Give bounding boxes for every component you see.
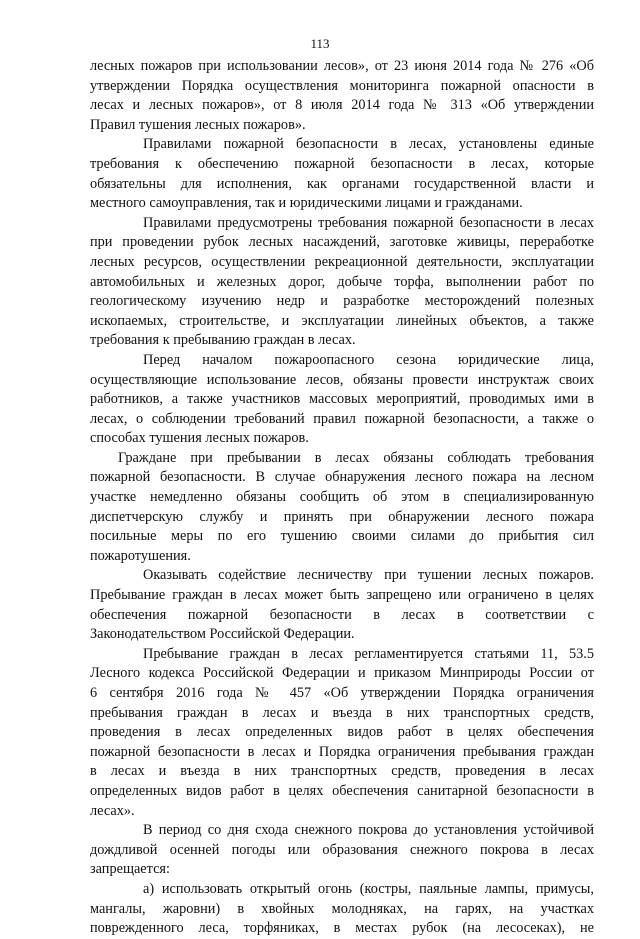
text-line: Лесного кодекса Российской Федерации и приказом Минприроды России от xyxy=(90,665,594,682)
text-line: лесных ресурсов, осуществлении рекреационной деятельности, эксплуатации xyxy=(90,253,594,270)
text-line: Правил тушения лесных пожаров». xyxy=(90,116,306,133)
text-line: пожаротушения. xyxy=(90,547,191,564)
text-line: запрещается: xyxy=(90,861,170,878)
text-line: пожарной безопасности в лесах и Порядка ограничения пребывания граждан xyxy=(90,743,594,760)
text-line: работников, а также участников массовых мероприятий, проводимых ими в xyxy=(90,391,594,408)
text-line: Законодательством Российской Федерации. xyxy=(90,626,355,643)
text-line: автомобильных и железных дорог, добыче торфа, выполнении работ по xyxy=(90,273,594,290)
text-line: определенных видов работ в целях обеспечения санитарной безопасности в xyxy=(90,782,594,799)
text-line: обязательны для исполнения, как органами государственной власти и xyxy=(90,175,594,192)
text-line: Перед началом пожароопасного сезона юридические лица, xyxy=(143,351,594,368)
text-line: посильные меры по его тушению своими силами до прибытия сил xyxy=(90,528,594,545)
text-line: проведения в лесах определенных видов работ в целях обеспечения xyxy=(90,724,594,741)
text-line: диспетчерскую службу и принять при обнаружении лесного пожара xyxy=(90,508,594,525)
text-line: Правилами пожарной безопасности в лесах, установлены единые xyxy=(143,136,594,153)
text-line: в лесах и въезда в них транспортных средств, проведения в лесах xyxy=(90,763,594,780)
text-line: В период со дня схода снежного покрова до установления устойчивой xyxy=(143,822,594,839)
text-line: при проведении рубок лесных насаждений, заготовке живицы, переработке xyxy=(90,234,594,251)
page-number: 113 xyxy=(310,36,330,51)
text-line: Оказывать содействие лесничеству при тушении лесных пожаров. xyxy=(143,567,594,584)
text-line: пожарной безопасности. В случае обнаружения лесного пожара на лесном xyxy=(90,469,594,486)
text-line: лесных пожаров при использовании лесов», от 23 июня 2014 года № 276 «Об xyxy=(90,58,594,74)
text-line: пребывания граждан в лесах и въезда в них транспортных средств, xyxy=(90,704,594,721)
text-line: обеспечения пожарной безопасности в лесах в соответствии с xyxy=(90,606,594,623)
text-line: лесах». xyxy=(90,802,135,819)
text-line: участке немедленно обязаны сообщить об этом в специализированную xyxy=(90,489,594,506)
text-line: геологическому изучению недр и разработке месторождений полезных xyxy=(90,293,594,310)
text-line: а) использовать открытый огонь (костры, паяльные лампы, примусы, xyxy=(143,880,594,897)
text-line: поврежденного леса, торфяниках, в местах рубок (на лесосеках), не xyxy=(90,920,594,937)
text-line: ископаемых, строительстве, и эксплуатации линейных объектов, а также xyxy=(90,312,594,329)
text-line: способах тушения лесных пожаров. xyxy=(90,430,309,447)
text-line: Граждане при пребывании в лесах обязаны соблюдать требования xyxy=(118,449,594,466)
text-line: осуществляющие использование лесов, обязаны провести инструктаж своих xyxy=(90,371,594,388)
text-line: Пребывание граждан в лесах может быть запрещено или ограничено в целях xyxy=(90,587,594,604)
body-text xyxy=(90,57,594,939)
text-line: местного самоуправления, так и юридическими лицами и гражданами. xyxy=(90,195,523,212)
text-line: 6 сентября 2016 года № 457 «Об утверждении Порядка ограничения xyxy=(90,685,594,701)
text-line: утверждении Порядка осуществления мониторинга пожарной опасности в xyxy=(90,77,594,94)
text-line: лесах, о соблюдении требований правил пожарной безопасности, а также о xyxy=(90,410,594,427)
text-line: Правилами предусмотрены требования пожарной безопасности в лесах xyxy=(143,214,594,231)
text-line: лесах и лесных пожаров», от 8 июля 2014 года № 313 «Об утверждении xyxy=(90,97,594,114)
text-line: требования к обеспечению пожарной безопасности в лесах, которые xyxy=(90,155,594,172)
text-line: мангалы, жаровни) в хвойных молодняках, на гарях, на участках xyxy=(90,900,594,917)
text-line: Пребывание граждан в лесах регламентируется статьями 11, 53.5 xyxy=(143,645,594,662)
text-line: дождливой осенней погоды или образования снежного покрова в лесах xyxy=(90,841,594,858)
text-line: требования к пребыванию граждан в лесах. xyxy=(90,332,356,349)
